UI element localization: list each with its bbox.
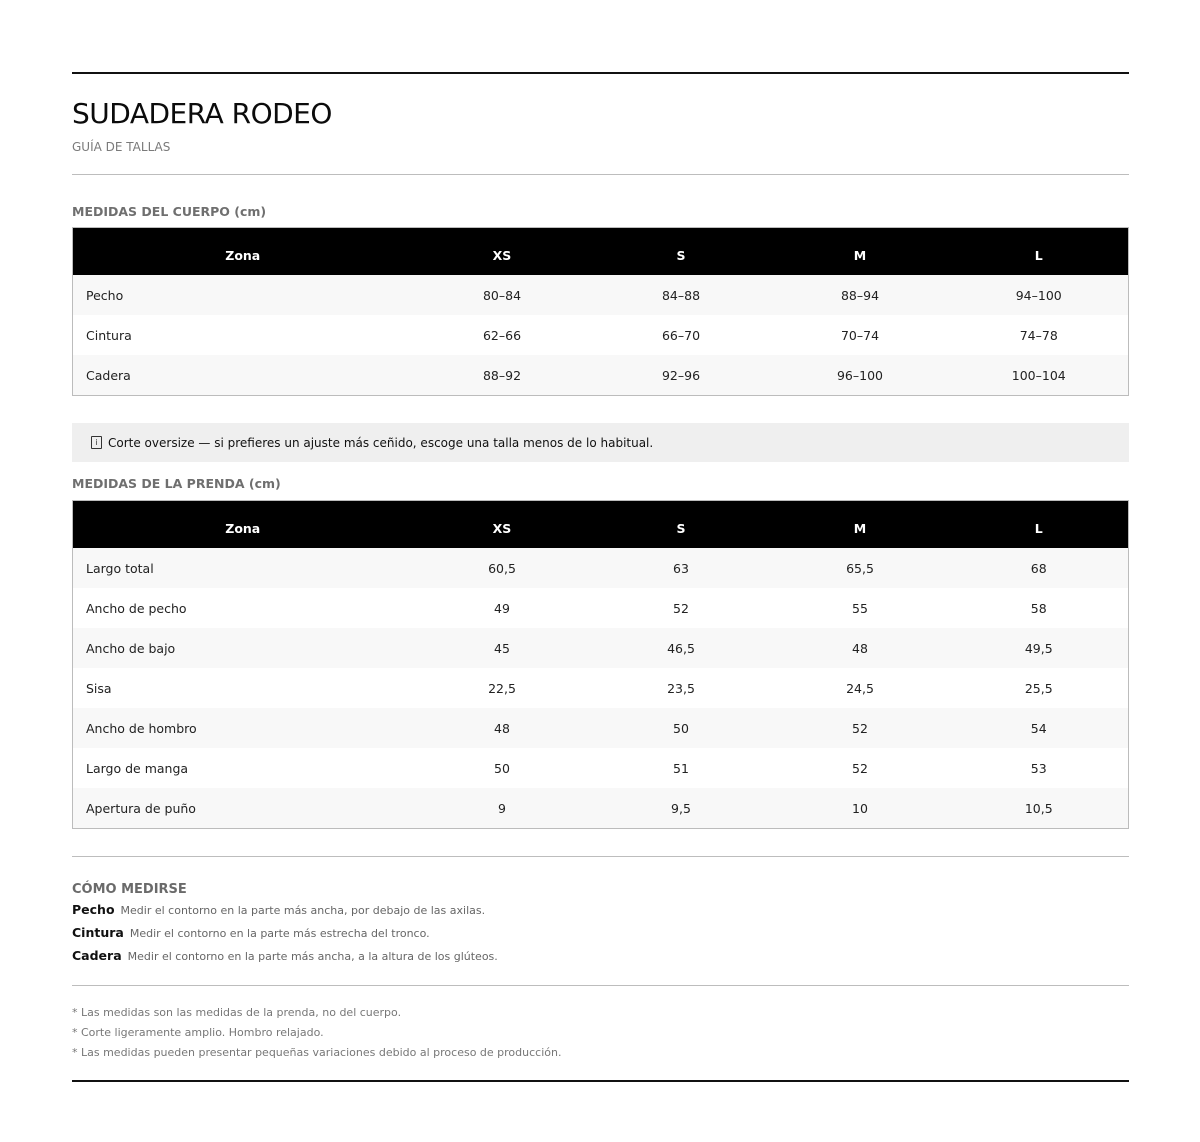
value-cell: 100–104 bbox=[950, 355, 1129, 396]
value-cell: 46,5 bbox=[592, 628, 771, 668]
how-to-measure-title: CÓMO MEDIRSE bbox=[72, 882, 187, 897]
zone-cell: Ancho de bajo bbox=[73, 628, 413, 668]
measure-term: Cadera bbox=[72, 948, 122, 963]
top-divider bbox=[72, 72, 1129, 74]
how-to-measure-item bbox=[72, 945, 1129, 968]
footnotes bbox=[72, 1003, 1129, 1063]
value-cell: 60,5 bbox=[413, 548, 592, 588]
value-cell: 52 bbox=[592, 588, 771, 628]
zone-cell: Apertura de puño bbox=[73, 788, 413, 829]
table-row bbox=[73, 788, 1129, 829]
measure-desc: Medir el contorno en la parte más ancha, a la altura de los glúteos. bbox=[127, 950, 498, 963]
garment-measurements-table bbox=[72, 500, 1129, 829]
header-divider bbox=[72, 174, 1129, 175]
value-cell: 66–70 bbox=[592, 315, 771, 355]
value-cell: 49,5 bbox=[950, 628, 1129, 668]
value-cell: 92–96 bbox=[592, 355, 771, 396]
value-cell: 48 bbox=[413, 708, 592, 748]
column-header-xs: XS bbox=[413, 501, 592, 549]
value-cell: 70–74 bbox=[771, 315, 950, 355]
value-cell: 49 bbox=[413, 588, 592, 628]
zone-cell: Pecho bbox=[73, 275, 413, 315]
footnote: * Las medidas pueden presentar pequeñas variaciones debido al proceso de producción. bbox=[72, 1046, 562, 1059]
footnote: * Corte ligeramente amplio. Hombro relajado. bbox=[72, 1026, 324, 1039]
footnote: * Las medidas son las medidas de la prenda, no del cuerpo. bbox=[72, 1006, 402, 1019]
value-cell: 9,5 bbox=[592, 788, 771, 829]
table-row bbox=[73, 628, 1129, 668]
zone-cell: Sisa bbox=[73, 668, 413, 708]
column-header-s: S bbox=[592, 228, 771, 276]
body-measurements-table bbox=[72, 227, 1129, 396]
how-to-measure-list bbox=[72, 899, 1129, 968]
info-icon: i bbox=[91, 436, 102, 449]
value-cell: 63 bbox=[592, 548, 771, 588]
footnotes-divider bbox=[72, 985, 1129, 986]
size-guide bbox=[72, 72, 1129, 1082]
column-header-l: L bbox=[950, 228, 1129, 276]
section-divider bbox=[72, 856, 1129, 857]
value-cell: 68 bbox=[950, 548, 1129, 588]
column-header-s: S bbox=[592, 501, 771, 549]
value-cell: 48 bbox=[771, 628, 950, 668]
column-header-zona: Zona bbox=[73, 501, 413, 549]
measure-term: Pecho bbox=[72, 902, 115, 917]
column-header-l: L bbox=[950, 501, 1129, 549]
fit-note-text: Corte oversize — si prefieres un ajuste más ceñido, escoge una talla menos de lo habitual. bbox=[108, 435, 654, 450]
column-header-xs: XS bbox=[413, 228, 592, 276]
value-cell: 54 bbox=[950, 708, 1129, 748]
fit-note bbox=[72, 423, 1129, 462]
zone-cell: Cadera bbox=[73, 355, 413, 396]
value-cell: 84–88 bbox=[592, 275, 771, 315]
zone-cell: Largo total bbox=[73, 548, 413, 588]
how-to-measure-item bbox=[72, 922, 1129, 945]
page-subtitle: GUÍA DE TALLAS bbox=[72, 140, 171, 154]
value-cell: 80–84 bbox=[413, 275, 592, 315]
how-to-measure-item bbox=[72, 899, 1129, 922]
value-cell: 55 bbox=[771, 588, 950, 628]
table-row bbox=[73, 588, 1129, 628]
zone-cell: Cintura bbox=[73, 315, 413, 355]
value-cell: 52 bbox=[771, 708, 950, 748]
page-title: SUDADERA RODEO bbox=[72, 97, 332, 130]
value-cell: 10,5 bbox=[950, 788, 1129, 829]
table-row bbox=[73, 748, 1129, 788]
value-cell: 50 bbox=[592, 708, 771, 748]
value-cell: 62–66 bbox=[413, 315, 592, 355]
value-cell: 74–78 bbox=[950, 315, 1129, 355]
table-row bbox=[73, 668, 1129, 708]
zone-cell: Largo de manga bbox=[73, 748, 413, 788]
garment-measurements-label: MEDIDAS DE LA PRENDA (cm) bbox=[72, 476, 281, 491]
value-cell: 24,5 bbox=[771, 668, 950, 708]
column-header-m: M bbox=[771, 501, 950, 549]
measure-desc: Medir el contorno en la parte más ancha, por debajo de las axilas. bbox=[120, 904, 486, 917]
value-cell: 51 bbox=[592, 748, 771, 788]
value-cell: 25,5 bbox=[950, 668, 1129, 708]
value-cell: 58 bbox=[950, 588, 1129, 628]
value-cell: 88–94 bbox=[771, 275, 950, 315]
value-cell: 88–92 bbox=[413, 355, 592, 396]
value-cell: 52 bbox=[771, 748, 950, 788]
column-header-zona: Zona bbox=[73, 228, 413, 276]
value-cell: 23,5 bbox=[592, 668, 771, 708]
column-header-m: M bbox=[771, 228, 950, 276]
value-cell: 53 bbox=[950, 748, 1129, 788]
value-cell: 10 bbox=[771, 788, 950, 829]
measure-desc: Medir el contorno en la parte más estrecha del tronco. bbox=[129, 927, 430, 940]
value-cell: 96–100 bbox=[771, 355, 950, 396]
bottom-divider bbox=[72, 1080, 1129, 1082]
value-cell: 22,5 bbox=[413, 668, 592, 708]
value-cell: 9 bbox=[413, 788, 592, 829]
table-row bbox=[73, 355, 1129, 396]
body-measurements-label: MEDIDAS DEL CUERPO (cm) bbox=[72, 204, 267, 219]
zone-cell: Ancho de pecho bbox=[73, 588, 413, 628]
value-cell: 65,5 bbox=[771, 548, 950, 588]
table-row bbox=[73, 708, 1129, 748]
table-header-row bbox=[73, 501, 1129, 549]
value-cell: 50 bbox=[413, 748, 592, 788]
zone-cell: Ancho de hombro bbox=[73, 708, 413, 748]
table-row bbox=[73, 275, 1129, 315]
table-row bbox=[73, 315, 1129, 355]
measure-term: Cintura bbox=[72, 925, 124, 940]
value-cell: 94–100 bbox=[950, 275, 1129, 315]
table-row bbox=[73, 548, 1129, 588]
table-header-row bbox=[73, 228, 1129, 276]
value-cell: 45 bbox=[413, 628, 592, 668]
